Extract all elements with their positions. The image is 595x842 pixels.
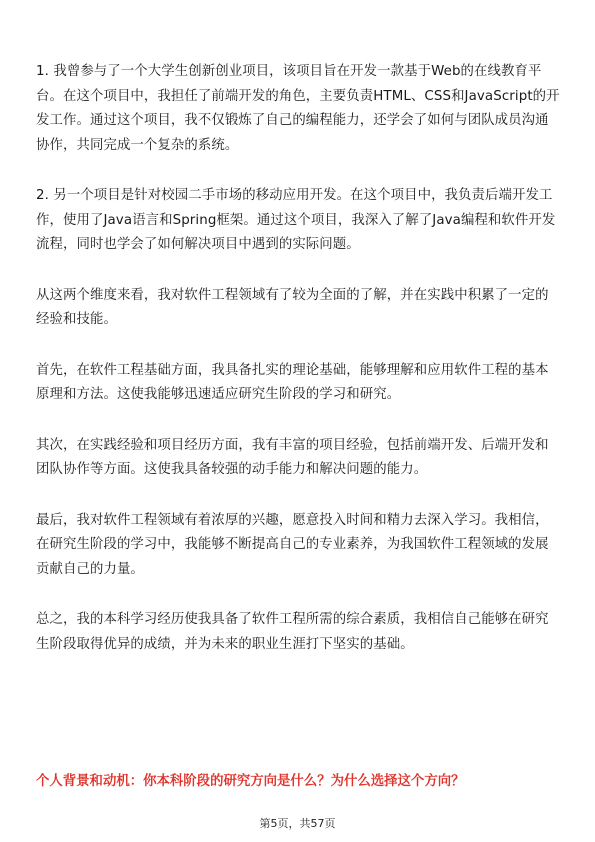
paragraph-project-1: 1. 我曾参与了一个大学生创新创业项目，该项目旨在开发一款基于Web的在线教育平台。在这个项目中，我担任了前端开发的角色，主要负责HTML、CSS和JavaScript的开发工作。通过这个项目，我不仅锻炼了自己的编程能力，还学会了如何与团队成员沟通协作，共同完成一个复杂的系统。	[36, 64, 560, 153]
paragraph-conclusion: 总之，我的本科学习经历使我具备了软件工程所需的综合素质，我相信自己能够在研究生阶段取得优异的成绩，并为未来的职业生涯打下坚实的基础。	[36, 612, 549, 652]
paragraph-first: 首先，在软件工程基础方面，我具备扎实的理论基础，能够理解和应用软件工程的基本原理和方法。这使我能够迅速适应研究生阶段的学习和研究。	[36, 362, 549, 402]
paragraph-second: 其次，在实践经验和项目经历方面，我有丰富的项目经验，包括前端开发、后端开发和团队协作等方面。这使我具备较强的动手能力和解决问题的能力。	[36, 437, 549, 477]
page-number: 第5页，共57页	[259, 817, 336, 830]
paragraph-last: 最后，我对软件工程领域有着浓厚的兴趣，愿意投入时间和精力去深入学习。我相信，在研究生阶段的学习中，我能够不断提高自己的专业素养，为我国软件工程领域的发展贡献自己的力量。	[36, 512, 549, 577]
paragraph-project-2: 2. 另一个项目是针对校园二手市场的移动应用开发。在这个项目中，我负责后端开发工作，使用了Java语言和Spring框架。通过这个项目，我深入了解了Java编程和软件开发流程，同时也学会了如何解决项目中遇到的实际问题。	[36, 188, 556, 252]
paragraph-summary-dimensions: 从这两个维度来看，我对软件工程领域有了较为全面的了解，并在实践中积累了一定的经验和技能。	[36, 287, 549, 327]
document-body	[36, 60, 562, 683]
interview-question: 个人背景和动机：你本科阶段的研究方向是什么？为什么选择这个方向？	[36, 774, 465, 789]
